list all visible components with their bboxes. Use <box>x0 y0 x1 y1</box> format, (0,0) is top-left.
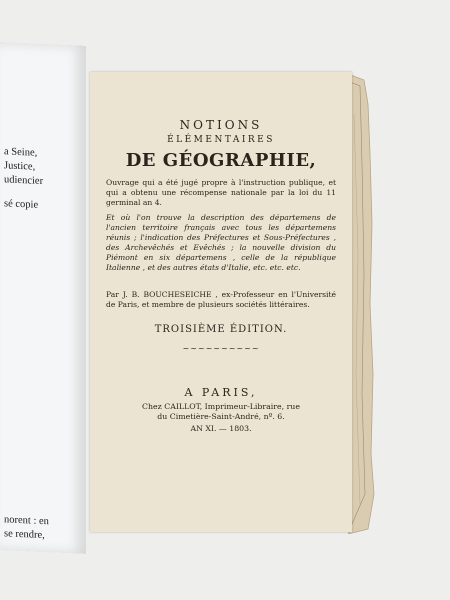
main-title: DE GÉOGRAPHIE, <box>125 150 317 171</box>
title-notions: NOTIONS <box>179 118 263 132</box>
page-edges <box>348 74 376 534</box>
author-text: Par J. B. BOUCHESEICHE , ex-Professeur en l'Université de Paris, et membre de plusieurs sociétés littéraires. <box>106 290 336 309</box>
description-italic-text: Et où l'on trouve la description des départemens de l'ancien territoire français avec tous les départemens réunis ; l'indication des Préfectures et Sous-Préfectures , des Archevêchés et Evêchés ; la nouvelle division du Piémont en six départemens , celle de la république Italienne , et des autres états d'Italie, etc. etc. etc. <box>106 213 336 272</box>
place-label: A PARIS, <box>184 386 258 399</box>
address-line: du Cimetière-Saint-André, nº. 6. <box>157 412 285 421</box>
title-page <box>90 72 352 532</box>
left-page-line: sé copie <box>4 198 39 211</box>
date-line: AN XI. — 1803. <box>190 424 252 433</box>
publisher-line: Chez CAILLOT, Imprimeur-Libraire, rue <box>142 402 300 411</box>
ornament-divider: ~~~~~~~~~~ <box>182 344 260 353</box>
left-page-line: se rendre, <box>4 528 45 542</box>
left-page-line: udiencier <box>4 174 44 188</box>
title-elementaires: ÉLÉMENTAIRES <box>167 135 275 145</box>
left-page-line: a Seine, <box>4 146 38 159</box>
left-page-line: norent : en <box>4 514 49 528</box>
left-page-line: Justice, <box>4 160 36 173</box>
description-text: Ouvrage qui a été jugé propre à l'instruction publique, et qui a obtenu une récompense nationale par la loi du 11 germinal an 4. <box>106 178 336 207</box>
left-facing-page <box>0 42 86 554</box>
edition-label: TROISIÈME ÉDITION. <box>154 324 288 335</box>
